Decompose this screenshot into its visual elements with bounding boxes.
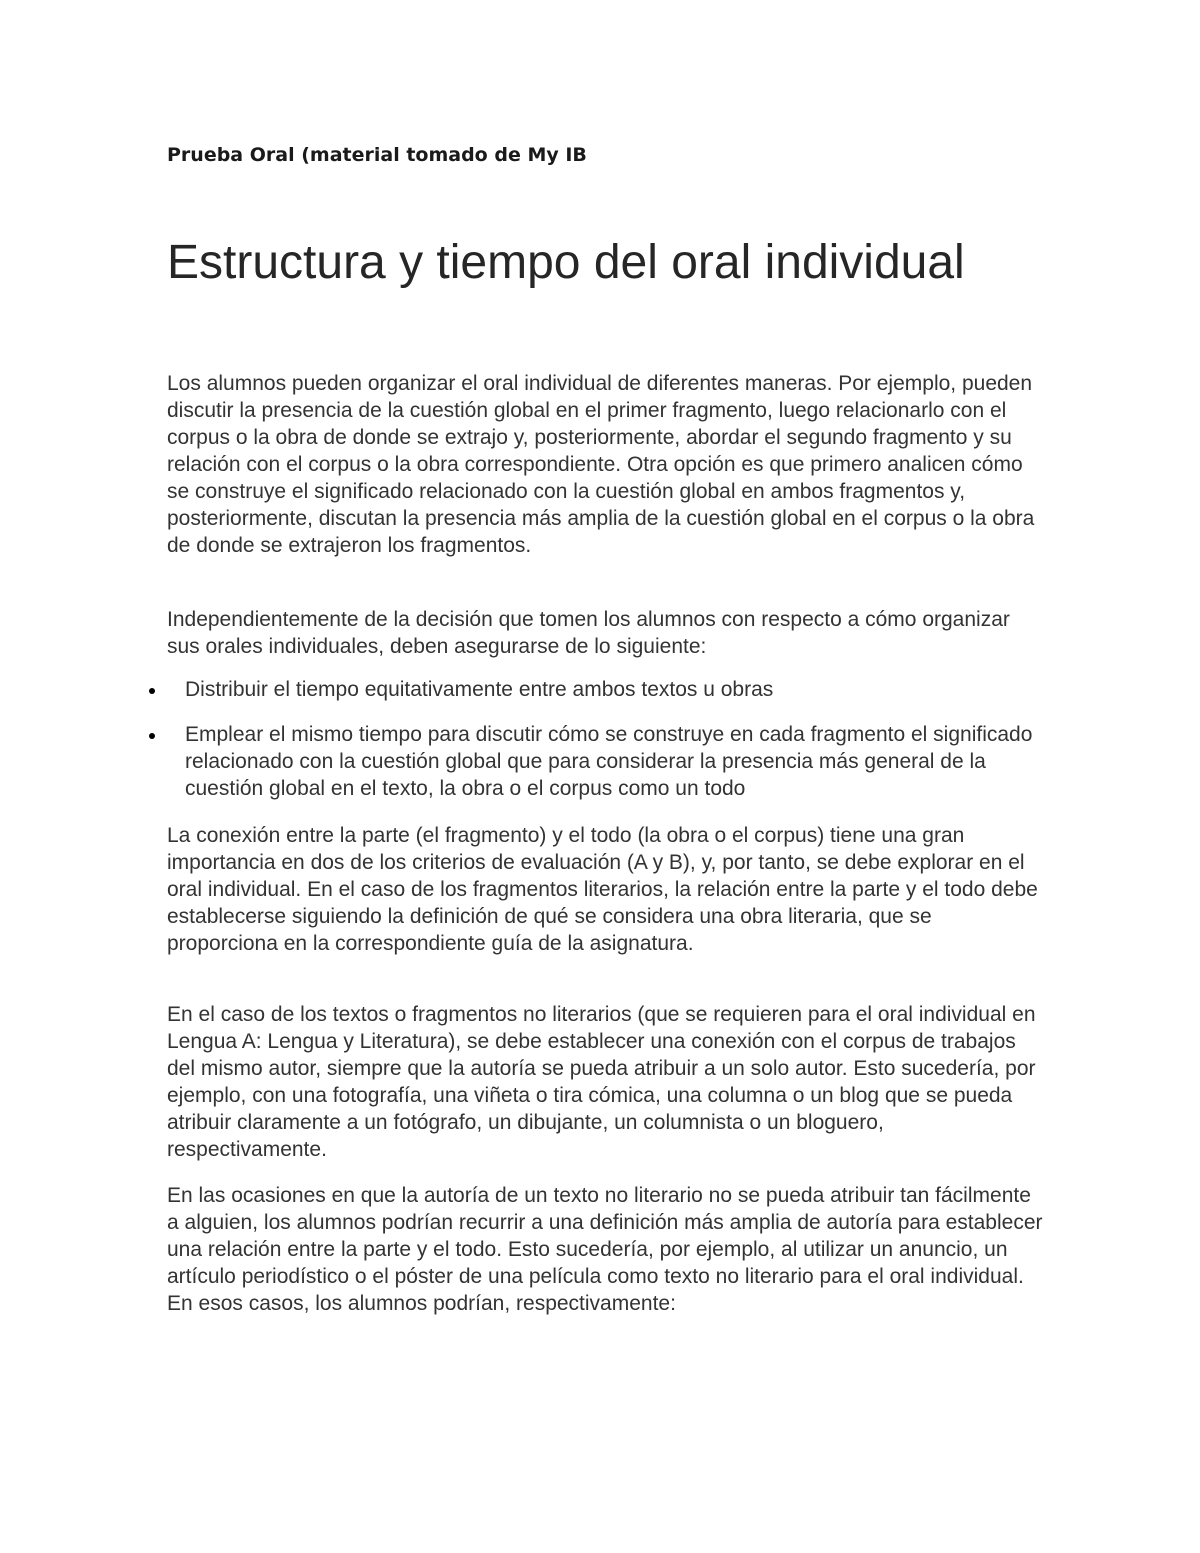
- non-literary-paragraph: En el caso de los textos o fragmentos no literarios (que se requieren para el oral individual en Lengua A: Lengua y Literatura), se debe establecer una conexión con el corpus de trabajos del mismo autor, siempre que la autoría se pueda atribuir a un solo autor. Esto sucedería, por ejemplo, con una fotografía, una viñeta o tira cómica, una columna o un blog que se pueda atribuir claramente a un fotógrafo, un dibujante, un columnista o un bloguero, respectivamente.: [167, 1003, 1036, 1161]
- intro-paragraph: Los alumnos pueden organizar el oral individual de diferentes maneras. Por ejemplo, pueden discutir la presencia de la cuestión global en el primer fragmento, luego relacionarlo con el corpus o la obra de donde se extrajo y, posteriormente, abordar el segundo fragmento y su relación con el corpus o la obra correspondiente. Otra opción es que primero analicen cómo se construye el significado relacionado con la cuestión global en ambos fragmentos y, posteriormente, discutan la presencia más amplia de la cuestión global en el corpus o la obra de donde se extrajeron los fragmentos.: [167, 372, 1035, 557]
- connection-paragraph: La conexión entre la parte (el fragmento) y el todo (la obra o el corpus) tiene una gran importancia en dos de los criterios de evaluación (A y B), y, por tanto, se debe explorar en el oral individual. En el caso de los fragmentos literarios, la relación entre la parte y el todo debe establecerse siguiendo la definición de qué se considera una obra literaria, que se proporciona en la correspondiente guía de la asignatura.: [167, 824, 1038, 955]
- bullet-icon: [149, 688, 155, 694]
- list-item: [145, 676, 1045, 703]
- list-item-text: Emplear el mismo tiempo para discutir cómo se construye en cada fragmento el significado relacionado con la cuestión global que para considerar la presencia más general de la cuestión global en el texto, la obra o el corpus como un todo: [185, 723, 1033, 800]
- bullet-icon: [149, 733, 155, 739]
- list-item: [145, 721, 1045, 802]
- page-title: Estructura y tiempo del oral individual: [167, 236, 965, 289]
- requirements-list: [145, 676, 1045, 820]
- requirements-paragraph: Independientemente de la decisión que tomen los alumnos con respecto a cómo organizar sus orales individuales, deben asegurarse de lo siguiente:: [167, 608, 1010, 658]
- authorship-paragraph: En las ocasiones en que la autoría de un texto no literario no se pueda atribuir tan fácilmente a alguien, los alumnos podrían recurrir a una definición más amplia de autoría para establecer una relación entre la parte y el todo. Esto sucedería, por ejemplo, al utilizar un anuncio, un artículo periodístico o el póster de una película como texto no literario para el oral individual. En esos casos, los alumnos podrían, respectivamente:: [167, 1184, 1043, 1315]
- document-label: Prueba Oral (material tomado de My IB: [167, 144, 587, 166]
- list-item-text: Distribuir el tiempo equitativamente entre ambos textos u obras: [185, 678, 774, 701]
